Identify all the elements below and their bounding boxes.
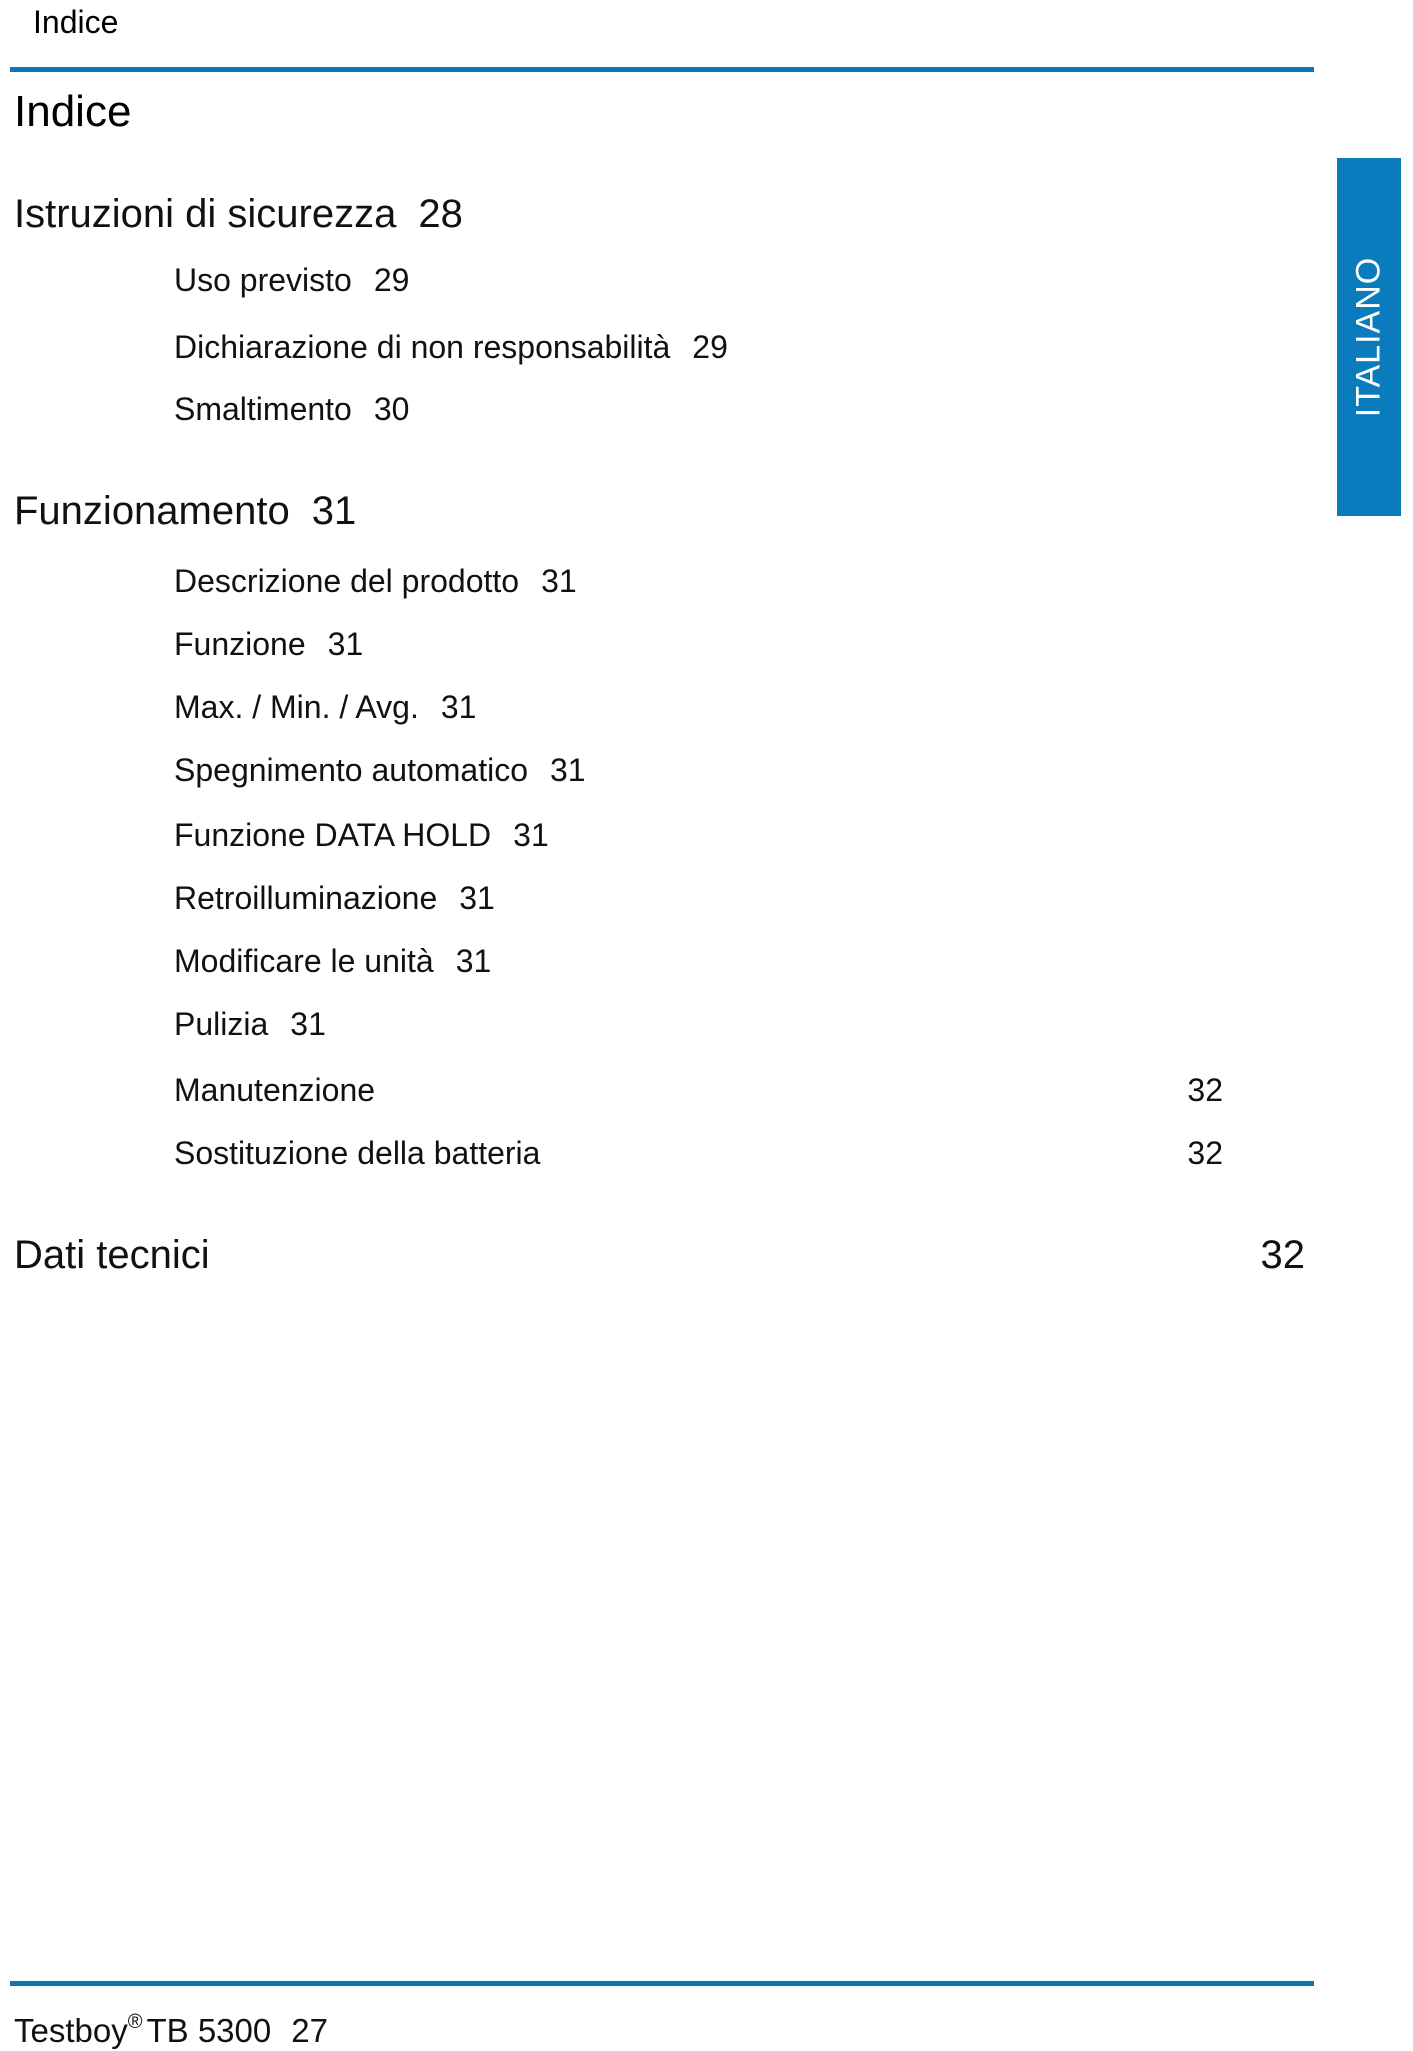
toc-entry-page: 30 <box>373 391 410 427</box>
footer-rule <box>10 1981 1314 1986</box>
toc-entry-title: Manutenzione <box>174 1072 376 1108</box>
toc-entry-title: Modificare le unità <box>174 943 434 979</box>
toc-entry-page: 32 <box>1260 1233 1305 1277</box>
registered-mark: ® <box>127 2011 143 2033</box>
toc-entry-page: 31 <box>541 563 577 599</box>
toc-entry-dati-tecnici[interactable] <box>14 1230 210 1280</box>
toc-entry-page: 31 <box>513 817 549 853</box>
language-tab <box>1337 158 1401 516</box>
toc-entry-page: 31 <box>327 626 364 662</box>
toc-entry-page: 31 <box>459 880 495 916</box>
toc-entry-funzione[interactable] <box>174 624 363 664</box>
toc-entry-title: Retroilluminazione <box>174 880 438 916</box>
toc-entry-page: 29 <box>373 262 410 298</box>
toc-entry-unita[interactable] <box>174 941 491 981</box>
toc-entry-data-hold[interactable] <box>174 815 549 855</box>
toc-entry-title: Sostituzione della batteria <box>174 1135 541 1171</box>
toc-entry-maxminavg[interactable] <box>174 687 476 727</box>
toc-entry-descrizione[interactable] <box>174 561 577 601</box>
toc-entry-title: Max. / Min. / Avg. <box>174 689 419 725</box>
toc-entry-page: 32 <box>1187 1135 1223 1171</box>
toc-entry-page: 31 <box>550 752 586 788</box>
toc-entry-title: Descrizione del prodotto <box>174 563 520 599</box>
toc-entry-smaltimento[interactable] <box>174 389 409 429</box>
toc-entry-title: Funzione DATA HOLD <box>174 817 492 853</box>
toc-entry-page: 28 <box>418 192 463 236</box>
toc-entry-title: Funzionamento <box>14 489 290 533</box>
toc-entry-title: Smaltimento <box>174 391 352 427</box>
toc-entry-title: Uso previsto <box>174 262 352 298</box>
toc-entry-spegnimento[interactable] <box>174 750 586 790</box>
toc-entry-dichiarazione[interactable] <box>174 327 728 367</box>
toc-entry-page: 31 <box>455 943 492 979</box>
toc-entry-batteria[interactable] <box>174 1133 540 1173</box>
footer-brand: Testboy <box>14 2012 128 2049</box>
toc-entry-title: Spegnimento automatico <box>174 752 528 788</box>
toc-entry-title: Funzione <box>174 626 306 662</box>
toc-entry-retroilluminazione[interactable] <box>174 878 495 918</box>
toc-entry-page: 32 <box>1187 1072 1223 1108</box>
toc-entry-uso-previsto[interactable] <box>174 260 409 300</box>
toc-entry-page: 31 <box>440 689 477 725</box>
toc-entry-title: Istruzioni di sicurezza <box>14 192 397 236</box>
toc-entry-page: 31 <box>290 1006 326 1042</box>
footer-page-number: 27 <box>291 2012 328 2049</box>
toc-entry-sicurezza[interactable] <box>14 189 463 239</box>
header-rule <box>10 67 1314 72</box>
page-title: Indice <box>14 87 132 136</box>
toc-entry-page: 29 <box>692 329 728 365</box>
toc-entry-funzionamento[interactable] <box>14 486 356 536</box>
toc-entry-pulizia[interactable] <box>174 1004 326 1044</box>
toc-entry-page: 31 <box>311 489 357 533</box>
toc-entry-title: Pulizia <box>174 1006 269 1042</box>
footer-model: TB 5300 <box>146 2012 272 2049</box>
toc-entry-title: Dichiarazione di non responsabilità <box>174 329 671 365</box>
running-header: Indice <box>33 4 119 40</box>
footer <box>14 2004 328 2051</box>
toc-entry-manutenzione[interactable] <box>174 1070 375 1110</box>
toc-entry-title: Dati tecnici <box>14 1233 210 1277</box>
language-tab-label: ITALIANO <box>1349 256 1388 418</box>
